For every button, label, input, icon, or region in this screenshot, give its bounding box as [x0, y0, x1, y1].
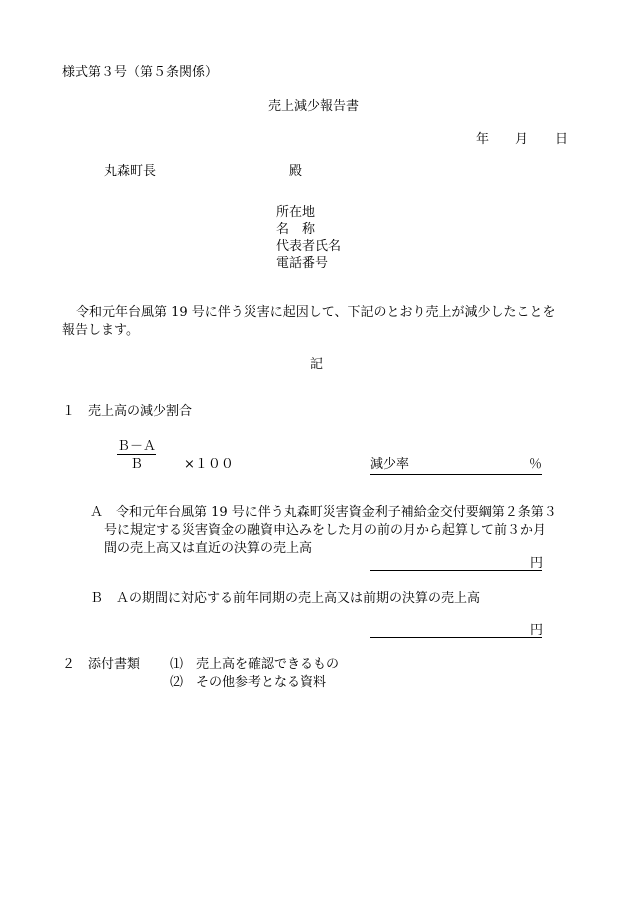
item-a-unit: 円	[530, 556, 544, 571]
form-label: 様式第３号（第５条関係）	[62, 65, 219, 80]
section2-heading: ２ 添付書類	[62, 657, 141, 672]
attachment-item-1: ⑴ 売上高を確認できるもの	[170, 657, 340, 672]
item-b-underline	[370, 637, 542, 638]
formula-numerator: Ｂ－Ａ	[117, 439, 157, 454]
formula-denominator: Ｂ	[130, 457, 144, 472]
rate-label: 減少率	[370, 457, 410, 472]
section1-heading: １ 売上高の減少割合	[62, 404, 193, 419]
item-a-line2: 号に規定する災害資金の融資申込みをした月の前の月から起算して前３か月	[104, 523, 547, 538]
addressee-name: 丸森町長	[104, 164, 157, 179]
body-text-line1: 令和元年台風第 19 号に伴う災害に起因して、下記のとおり売上が減少したことを	[76, 305, 556, 320]
ki-heading: 記	[310, 357, 324, 372]
rate-underline	[370, 474, 542, 475]
item-a-line3: 間の売上高又は直近の決算の売上高	[104, 541, 313, 556]
attachment-item-2: ⑵ その他参考となる資料	[170, 675, 327, 690]
date-year: 年	[476, 132, 490, 147]
item-b-unit: 円	[530, 623, 544, 638]
item-b-text: Ｂ Ａの期間に対応する前年同期の売上高又は前期の決算の売上高	[90, 591, 481, 606]
body-text-line2: 報告します。	[62, 323, 139, 338]
date-day: 日	[555, 132, 569, 147]
field-address: 所在地	[276, 205, 316, 220]
item-a-line1: Ａ 令和元年台風第 19 号に伴う丸森町災害資金利子補給金交付要綱第２条第３	[90, 505, 557, 520]
rate-unit: ％	[529, 457, 543, 472]
document-title: 売上減少報告書	[268, 99, 360, 114]
field-company-name: 名 称	[276, 222, 316, 237]
addressee-honorific: 殿	[289, 164, 303, 179]
formula-multiplier: ×１００	[184, 457, 234, 472]
item-a-underline	[370, 570, 542, 571]
field-phone: 電話番号	[276, 256, 329, 271]
date-month: 月	[515, 132, 529, 147]
field-representative: 代表者氏名	[276, 239, 342, 254]
